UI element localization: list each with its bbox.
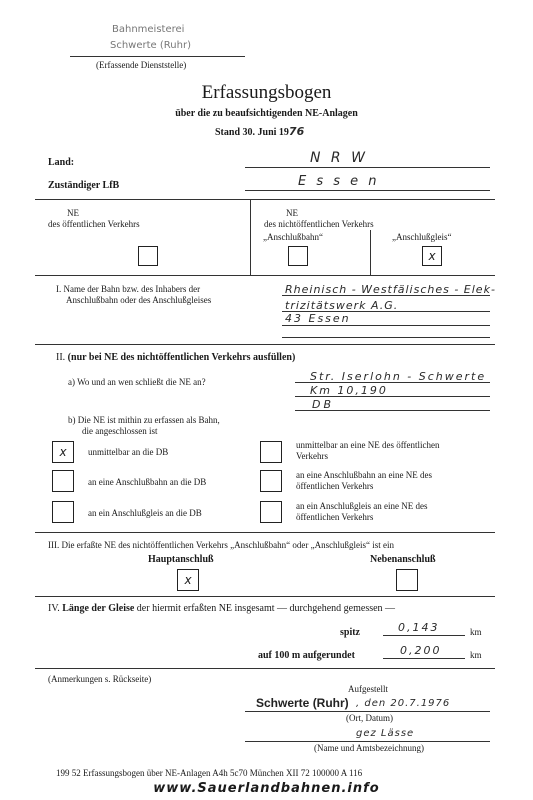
option-anschlussbahn-db: an eine Anschlußbahn an die DB [88,477,207,487]
dienststelle-line [70,56,245,57]
checkbox-unmittelbar-db[interactable] [52,441,74,463]
lfb-line [245,190,490,191]
stand-label: Stand 30. Juni 19 [215,127,289,138]
checkbox-anschlussbahn-db[interactable] [52,470,74,492]
question-b-2: die angeschlossen ist [82,426,158,436]
checkbox-unmittelbar-ne[interactable] [260,441,282,463]
table-bottom-line [35,275,495,276]
col2a-heading: „Anschlußbahn“ [263,232,323,242]
land-line [245,167,490,168]
aufgestellt-label: Aufgestellt [348,684,388,694]
col2-heading-2: des nichtöffentlichen Verkehrs [264,219,374,229]
check-mark: x [428,249,436,263]
lfb-label: Zuständiger LfB [48,180,120,191]
option-anschlussbahn-ne-2: öffentlichen Verkehrs [296,481,374,491]
section4-bold: Länge der Gleise [62,603,135,614]
spitz-value: 0,143 [398,621,440,634]
checkbox-anschlussgleis-db[interactable] [52,501,74,523]
lfb-value: E s s e n [298,174,380,189]
anmerkungen-note: (Anmerkungen s. Rückseite) [48,674,152,684]
form-title: Erfassungsbogen [201,82,332,103]
question-a-value-3: DB [312,398,335,411]
checkbox-anschlussbahn[interactable] [288,246,308,266]
section1-value-2: trizitätswerk A.G. [285,299,399,312]
col2-heading-1: NE [286,208,298,218]
section4-bottom-line [35,668,495,669]
section1-bottom-line [35,344,495,345]
agency-stamp-line2: Schwerte (Ruhr) [110,40,191,51]
signature-handwritten: gez Lässe [356,728,415,739]
col1-heading-1: NE [67,208,79,218]
check-mark: x [184,573,192,587]
section1-line-3 [282,325,490,326]
table-divider-1 [250,199,251,275]
name-amt-label: (Name und Amtsbezeichnung) [314,743,424,753]
section3-text: III. Die erfaßte NE des nichtöffentlichen Verkehrs „Anschlußbahn“ oder „Anschlußgleis“ ist ein [48,540,395,550]
date-handwritten: , den 20.7.1976 [356,698,451,709]
section1-line-4 [282,337,490,338]
spitz-label: spitz [340,627,360,638]
option-unmittelbar-ne-1: unmittelbar an eine NE des öffentlichen [296,440,440,450]
checkbox-ne-oeffentlich[interactable] [138,246,158,266]
dienststelle-label: (Erfassende Dienststelle) [96,60,187,70]
section1-label-1: I. Name der Bahn bzw. des Inhabers der [56,284,201,294]
checkbox-anschlussgleis-ne[interactable] [260,501,282,523]
section4-number: IV. [48,603,63,614]
section2-heading [56,352,295,364]
section1-value-3: 43 Essen [285,312,351,325]
agency-stamp-line1: Bahnmeisterei [112,24,185,35]
land-value: N R W [310,150,368,166]
option-anschlussgleis-db: an ein Anschlußgleis an die DB [88,508,202,518]
form-subtitle: über die zu beaufsichtigenden NE-Anlagen [175,108,358,119]
check-mark: x [59,445,67,459]
section4-rest: der hiermit erfaßten NE insgesamt — durchgehend gemessen — [134,603,396,614]
qa-line-3 [295,410,490,411]
qa-line-2 [295,396,490,397]
land-label: Land: [48,157,75,168]
question-a-value-1: Str. Iserlohn - Schwerte [310,370,487,383]
option-unmittelbar-ne-2: Verkehrs [296,451,328,461]
checkbox-nebenanschluss[interactable] [396,569,418,591]
checkbox-hauptanschluss[interactable] [177,569,199,591]
stand-year-handwritten: 76 [288,125,305,138]
section1-line-1 [282,295,490,296]
option-anschlussgleis-ne-1: an ein Anschlußgleis an eine NE des [296,501,428,511]
place-stamp: Schwerte (Ruhr) [256,696,349,710]
qa-line-1 [295,382,490,383]
ort-datum-line [245,711,490,712]
option-unmittelbar-db: unmittelbar an die DB [88,447,169,457]
col1-heading-2: des öffentlichen Verkehrs [48,219,140,229]
spitz-unit: km [470,627,482,637]
rund-line [383,658,465,659]
checkbox-anschlussgleis[interactable] [422,246,442,266]
section2-bottom-line [35,532,495,533]
form-number-line: 199 52 Erfassungsbogen über NE-Anlagen A4h 5c70 München XII 72 100000 A 116 [56,768,363,778]
col2b-heading: „Anschlußgleis“ [392,232,452,242]
question-a-value-2: Km 10,190 [310,384,388,397]
signature-line [245,741,490,742]
spitz-line [383,635,465,636]
section3-bottom-line [35,596,495,597]
rund-value: 0,200 [400,644,442,657]
ort-datum-label: (Ort, Datum) [346,713,393,723]
rund-label: auf 100 m aufgerundet [258,650,355,661]
section1-value-1: Rheinisch - Westfälisches - Elek- [285,283,496,296]
option-anschlussgleis-ne-2: öffentlichen Verkehrs [296,512,374,522]
option-anschlussbahn-ne-1: an eine Anschlußbahn an eine NE des [296,470,432,480]
section1-label-2: Anschlußbahn oder des Anschlußgleises [66,295,212,305]
stand-date [215,126,304,139]
checkbox-anschlussbahn-ne[interactable] [260,470,282,492]
website-watermark: www.Sauerlandbahnen.info [153,781,380,796]
question-b-1: b) Die NE ist mithin zu erfassen als Bahn, [68,415,220,425]
section2-number: II. [56,352,66,363]
table-divider-2 [370,230,371,275]
hauptanschluss-label: Hauptanschluß [148,554,214,565]
section4-text [48,603,395,615]
nebenanschluss-label: Nebenanschluß [370,554,436,565]
section2-heading-text: (nur bei NE des nichtöffentlichen Verkehrs ausfüllen) [67,352,296,363]
table-top-line [35,199,495,200]
question-a: a) Wo und an wen schließt die NE an? [68,377,206,387]
rund-unit: km [470,650,482,660]
